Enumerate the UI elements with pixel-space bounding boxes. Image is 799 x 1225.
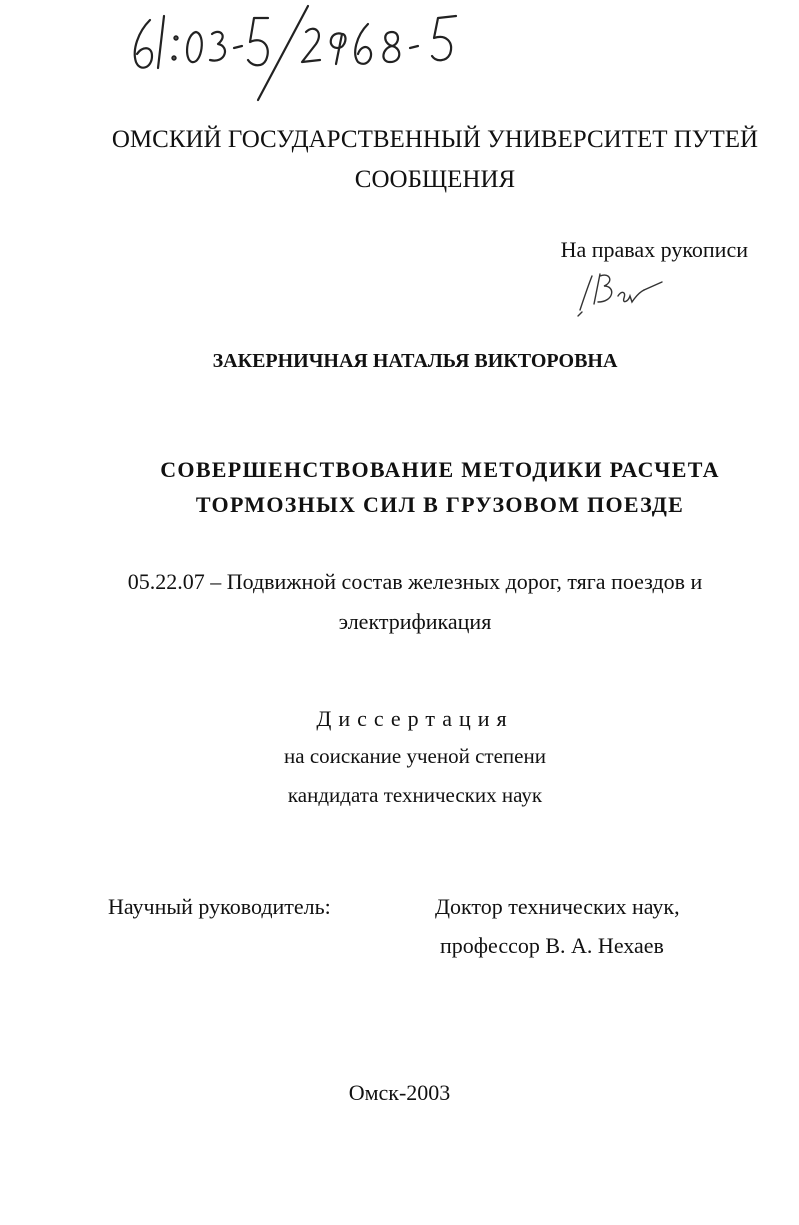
rights-note: На правах рукописи: [560, 237, 748, 262]
author-name: ЗАКЕРНИЧНАЯ НАТАЛЬЯ ВИКТОРОВНА: [212, 350, 618, 372]
university-line-1: ОМСКИЙ ГОСУДАРСТВЕННЫЙ УНИВЕРСИТЕТ ПУТЕЙ: [111, 126, 759, 153]
author-signature: [570, 268, 670, 318]
university-name: [95, 120, 775, 200]
degree-line-2: кандидата технических наук: [287, 783, 543, 807]
supervisor-label: Научный руководитель:: [108, 894, 331, 919]
title-line-1: СОВЕРШЕНСТВОВАНИЕ МЕТОДИКИ РАСЧЕТА: [160, 457, 720, 482]
dissertation-label: Диссертация: [316, 706, 514, 731]
specialty-line-2: электрификация: [338, 609, 492, 634]
city-year: Омск-2003: [348, 1080, 451, 1105]
dissertation-title: [40, 452, 799, 522]
degree-line-1: на соискание ученой степени: [284, 744, 546, 768]
university-line-2: СООБЩЕНИЯ: [354, 166, 516, 193]
specialty-line-1: 05.22.07 – Подвижной состав железных дорог, тяга поездов и: [127, 569, 703, 594]
handwritten-archive-code: [120, 2, 480, 112]
supervisor-degree: Доктор технических наук,: [435, 894, 680, 919]
title-line-2: ТОРМОЗНЫХ СИЛ В ГРУЗОВОМ ПОЕЗДЕ: [195, 492, 685, 517]
specialty-code: [60, 562, 770, 642]
supervisor-name: профессор В. А. Нехаев: [440, 933, 664, 958]
